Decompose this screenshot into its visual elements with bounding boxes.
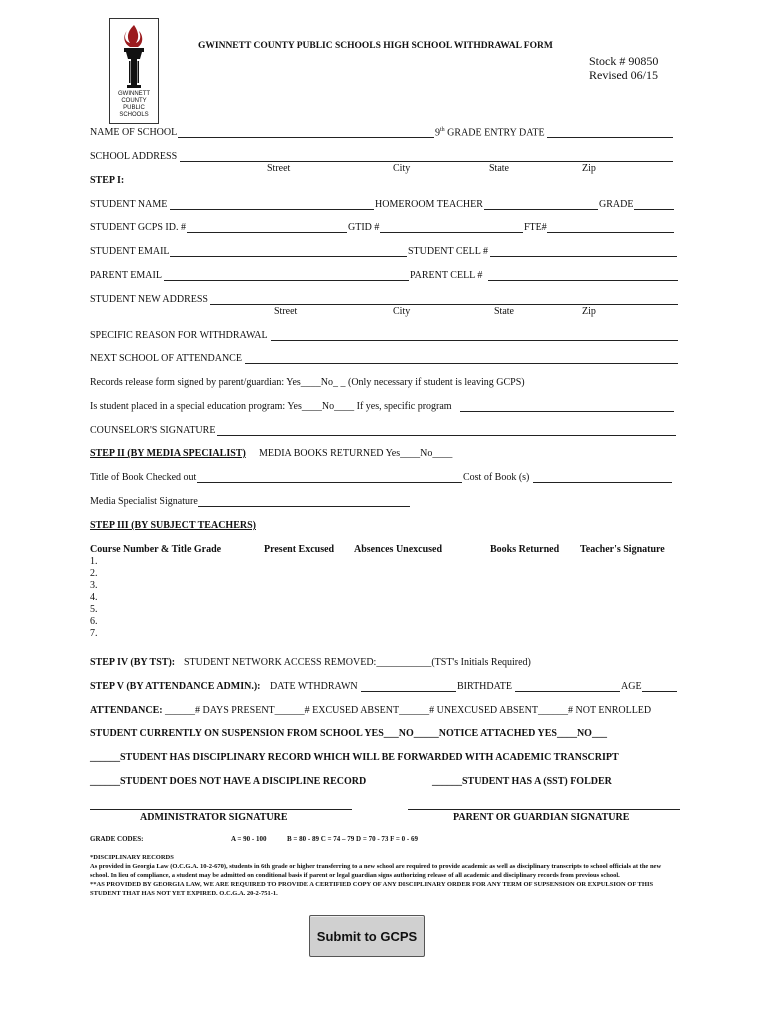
submit-button[interactable]: Submit to GCPS <box>309 915 425 957</box>
course-row[interactable]: 3. <box>90 580 98 591</box>
age-field[interactable] <box>642 691 677 692</box>
media-signature-field[interactable] <box>198 506 410 507</box>
step1-heading: STEP I: <box>90 175 125 186</box>
course-row[interactable]: 6. <box>90 616 98 627</box>
school-address-field[interactable] <box>180 161 673 162</box>
birthdate-label: BIRTHDATE <box>457 681 512 692</box>
special-ed-program-field[interactable] <box>460 411 674 412</box>
col-course: Course Number & Title Grade <box>90 544 222 555</box>
grade-entry-label: 9th GRADE ENTRY DATE <box>435 127 545 139</box>
parent-email-field[interactable] <box>164 280 409 281</box>
course-row[interactable]: 7. <box>90 628 98 639</box>
attendance-text: ______# DAYS PRESENT______# EXCUSED ABSENT______# UNEXCUSED ABSENT______# NOT ENROLLED <box>165 705 652 716</box>
gcps-id-label: STUDENT GCPS ID. # <box>90 222 186 233</box>
col-books-returned: Books Returned <box>490 544 560 555</box>
student-name-label: STUDENT NAME <box>90 199 168 210</box>
attendance-label: ATTENDANCE: <box>90 705 163 716</box>
no-discipline-text: ______STUDENT DOES NOT HAVE A DISCIPLINE RECORD <box>90 776 367 787</box>
student-cell-label: STUDENT CELL # <box>408 246 488 257</box>
counselor-signature-label: COUNSELOR'S SIGNATURE <box>90 425 216 436</box>
address-state-caption: State <box>489 163 509 174</box>
stock-number: Stock # 90850 <box>589 54 659 68</box>
admin-signature-label: ADMINISTRATOR SIGNATURE <box>140 812 288 823</box>
date-withdrawn-label: DATE WTHDRAWN <box>270 681 358 692</box>
gtid-field[interactable] <box>380 232 523 233</box>
course-row[interactable]: 2. <box>90 568 98 579</box>
disciplinary-notes: *DISCIPLINARY RECORDS As provided in Georgia Law (O.C.G.A. 10-2-670), students in 6th grade or higher transferring to a new school are required to provide academic as well as disciplinary transcripts to school officials at the new school. In lieu of compliance, a student may be admitted on conditional basis if parent or legal guardian signs authorizing release of all academic and disciplinary records from previous school. **AS PROVIDED BY GEORGIA LAW, WE ARE REQUIRED TO PROVIDE A CERTIFIED COPY OF ANY DISCIPLINARY ORDER FOR ANY TERM OF SUPSENSION OR EXPULSION OF THIS STUDENT THAT HAS NOT YET EXPIRED. O.C.G.A. 20-2-751-1. <box>90 854 662 897</box>
step5-heading: STEP V (BY ATTENDANCE ADMIN.): <box>90 681 261 692</box>
student-name-field[interactable] <box>170 209 374 210</box>
step2-heading: STEP II (BY MEDIA SPECIALIST) <box>90 448 246 459</box>
gcps-logo <box>109 18 159 124</box>
course-row[interactable]: 4. <box>90 592 98 603</box>
media-signature-label: Media Specialist Signature <box>90 496 198 507</box>
special-ed-text: Is student placed in a special education program: Yes____No____ If yes, specific program <box>90 401 452 412</box>
gtid-label: GTID # <box>348 222 380 233</box>
birthdate-field[interactable] <box>515 691 620 692</box>
new-street-caption: Street <box>274 306 298 317</box>
student-email-label: STUDENT EMAIL <box>90 246 170 257</box>
suspension-text: STUDENT CURRENTLY ON SUSPENSION FROM SCHOOL YES___NO_____NOTICE ATTACHED YES____NO___ <box>90 728 607 739</box>
course-row[interactable]: 1. <box>90 556 98 567</box>
records-release-text: Records release form signed by parent/guardian: Yes____No_ _ (Only necessary if student is leaving GCPS) <box>90 377 525 388</box>
address-zip-caption: Zip <box>582 163 596 174</box>
new-zip-caption: Zip <box>582 306 596 317</box>
grade-field[interactable] <box>634 209 674 210</box>
media-books-returned: MEDIA BOOKS RETURNED Yes____No____ <box>259 448 453 459</box>
date-withdrawn-field[interactable] <box>361 691 456 692</box>
school-name-label: NAME OF SCHOOL <box>90 127 178 138</box>
address-street-caption: Street <box>267 163 291 174</box>
network-access-text: STUDENT NETWORK ACCESS REMOVED:___________(TST's Initials Required) <box>184 657 531 668</box>
book-cost-field[interactable] <box>533 482 672 483</box>
homeroom-field[interactable] <box>484 209 598 210</box>
revised-date: Revised 06/15 <box>589 68 658 82</box>
grade-entry-date-field[interactable] <box>547 137 673 138</box>
grade-label: GRADE <box>599 199 634 210</box>
book-title-field[interactable] <box>197 482 462 483</box>
grade-codes-label: GRADE CODES: <box>90 835 144 843</box>
reason-field[interactable] <box>271 340 678 341</box>
grade-code-a: A = 90 - 100 <box>231 835 267 843</box>
col-present-excused: Present Excused <box>264 544 335 555</box>
step3-heading: STEP III (BY SUBJECT TEACHERS) <box>90 520 256 531</box>
school-name-field[interactable] <box>178 137 434 138</box>
fte-field[interactable] <box>547 232 674 233</box>
reason-label: SPECIFIC REASON FOR WITHDRAWAL <box>90 330 268 341</box>
parent-email-label: PARENT EMAIL <box>90 270 162 281</box>
next-school-label: NEXT SCHOOL OF ATTENDANCE <box>90 353 242 364</box>
step4-heading: STEP IV (BY TST): <box>90 657 176 668</box>
logo-text: GWINNETT COUNTY PUBLIC SCHOOLS <box>118 91 150 118</box>
counselor-signature-field[interactable] <box>217 435 676 436</box>
new-address-field[interactable] <box>210 304 678 305</box>
homeroom-label: HOMEROOM TEACHER <box>375 199 483 210</box>
col-absences-unexcused: Absences Unexcused <box>354 544 443 555</box>
student-email-field[interactable] <box>170 256 407 257</box>
gcps-id-field[interactable] <box>187 232 347 233</box>
new-city-caption: City <box>393 306 411 317</box>
book-title-label: Title of Book Checked out <box>90 472 197 483</box>
parent-cell-label: PARENT CELL # <box>410 270 483 281</box>
col-teacher-signature: Teacher's Signature <box>580 544 665 555</box>
fte-label: FTE# <box>524 222 547 233</box>
course-row[interactable]: 5. <box>90 604 98 615</box>
parent-signature-label: PARENT OR GUARDIAN SIGNATURE <box>453 812 630 823</box>
book-cost-label: Cost of Book (s) <box>463 472 530 483</box>
discipline-record-text: ______STUDENT HAS DISCIPLINARY RECORD WHICH WILL BE FORWARDED WITH ACADEMIC TRANSCRIPT <box>90 752 619 763</box>
next-school-field[interactable] <box>245 363 678 364</box>
parent-cell-field[interactable] <box>488 280 678 281</box>
age-label: AGE <box>621 681 642 692</box>
grade-codes-rest: B = 80 - 89 C = 74 – 79 D = 70 - 73 F = 0 - 69 <box>287 835 418 843</box>
new-state-caption: State <box>494 306 514 317</box>
address-city-caption: City <box>393 163 411 174</box>
sst-folder-text: ______STUDENT HAS A (SST) FOLDER <box>432 776 612 787</box>
student-cell-field[interactable] <box>490 256 677 257</box>
form-title: GWINNETT COUNTY PUBLIC SCHOOLS HIGH SCHOOL WITHDRAWAL FORM <box>198 41 553 51</box>
school-address-label: SCHOOL ADDRESS <box>90 151 178 162</box>
parent-signature-field[interactable] <box>408 809 680 810</box>
new-address-label: STUDENT NEW ADDRESS <box>90 294 208 305</box>
admin-signature-field[interactable] <box>90 809 352 810</box>
